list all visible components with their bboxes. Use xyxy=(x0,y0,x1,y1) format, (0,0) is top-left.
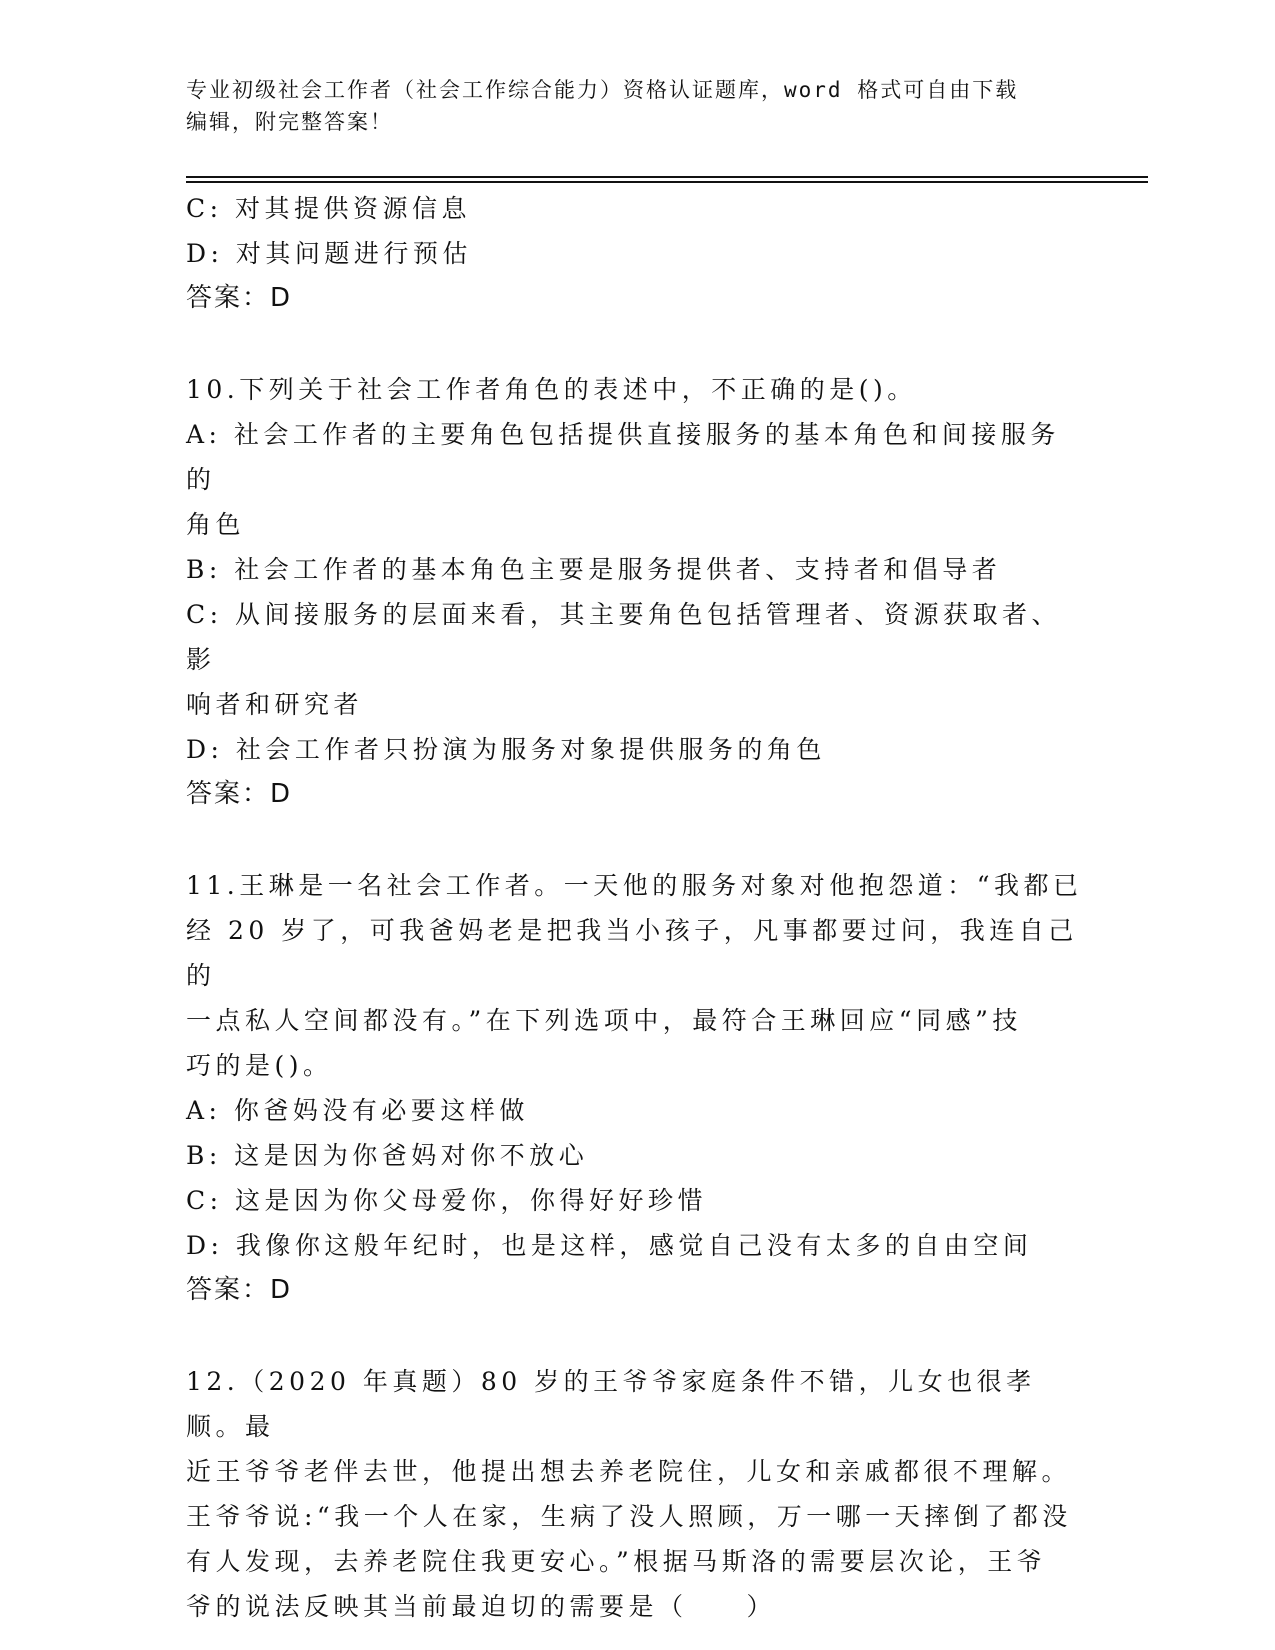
q10-option-d: D: 社会工作者只扮演为服务对象提供服务的角色 xyxy=(186,735,826,764)
q11-option-b: B: 这是因为你爸妈对你不放心 xyxy=(186,1141,589,1170)
q11-stem-line-3: 一点私人空间都没有。”在下列选项中，最符合王琳回应“同感”技 xyxy=(186,1006,1022,1035)
q12-stem-line-3: 王爷爷说:“我一个人在家，生病了没人照顾，万一哪一天摔倒了都没 xyxy=(186,1502,1072,1531)
q10-option-c-line-2: 响者和研究者 xyxy=(186,690,364,719)
question-11 xyxy=(186,863,1086,1313)
q10-option-a-line-1: A: 社会工作者的主要角色包括提供直接服务的基本角色和间接服务的 xyxy=(186,420,1060,494)
q11-answer: 答案：D xyxy=(186,1275,293,1305)
q11-stem-line-2: 经 20 岁了，可我爸妈老是把我当小孩子，凡事都要过问，我连自己的 xyxy=(186,916,1078,990)
question-10 xyxy=(186,367,1086,817)
q10-stem: 10.下列关于社会工作者角色的表述中，不正确的是()。 xyxy=(186,375,917,404)
q12-stem-line-4: 有人发现，去养老院住我更安心。”根据马斯洛的需要层次论，王爷 xyxy=(186,1547,1047,1576)
q12-stem-line-5: 爷的说法反映其当前最迫切的需要是（ ） xyxy=(186,1592,777,1621)
q9-option-d: D: 对其问题进行预估 xyxy=(186,239,472,268)
question-9 xyxy=(186,186,1086,321)
q11-option-c: C: 这是因为你父母爱你，你得好好珍惜 xyxy=(186,1186,707,1215)
q10-option-a-line-2: 角色 xyxy=(186,510,246,539)
q9-answer: 答案：D xyxy=(186,283,293,313)
q12-stem-line-1: 12.（2020 年真题）80 岁的王爷爷家庭条件不错，儿女也很孝顺。最 xyxy=(186,1367,1036,1441)
spacer xyxy=(186,817,1086,863)
question-12 xyxy=(186,1359,1086,1629)
q11-option-d: D: 我像你这般年纪时，也是这样，感觉自己没有太多的自由空间 xyxy=(186,1231,1033,1260)
q11-stem-line-4: 巧的是()。 xyxy=(186,1051,333,1080)
header-divider-bottom xyxy=(186,181,1148,183)
spacer xyxy=(186,321,1086,367)
q10-option-b: B: 社会工作者的基本角色主要是服务提供者、支持者和倡导者 xyxy=(186,555,1002,584)
q10-option-c-line-1: C: 从间接服务的层面来看，其主要角色包括管理者、资源获取者、影 xyxy=(186,600,1062,674)
q11-option-a: A: 你爸妈没有必要这样做 xyxy=(186,1096,529,1125)
spacer xyxy=(186,1313,1086,1359)
header-line-2: 编辑，附完整答案！ xyxy=(186,110,393,134)
q11-stem-line-1: 11.王琳是一名社会工作者。一天他的服务对象对他抱怨道：“我都已 xyxy=(186,871,1083,900)
document-header xyxy=(186,74,1086,138)
q10-answer: 答案：D xyxy=(186,779,293,809)
header-divider-top xyxy=(186,176,1148,178)
q9-option-c: C: 对其提供资源信息 xyxy=(186,194,471,223)
question-list xyxy=(186,186,1086,1629)
header-line-1: 专业初级社会工作者（社会工作综合能力）资格认证题库，word 格式可自由下载 xyxy=(186,78,1019,102)
q12-stem-line-2: 近王爷爷老伴去世，他提出想去养老院住，儿女和亲戚都很不理解。 xyxy=(186,1457,1072,1486)
